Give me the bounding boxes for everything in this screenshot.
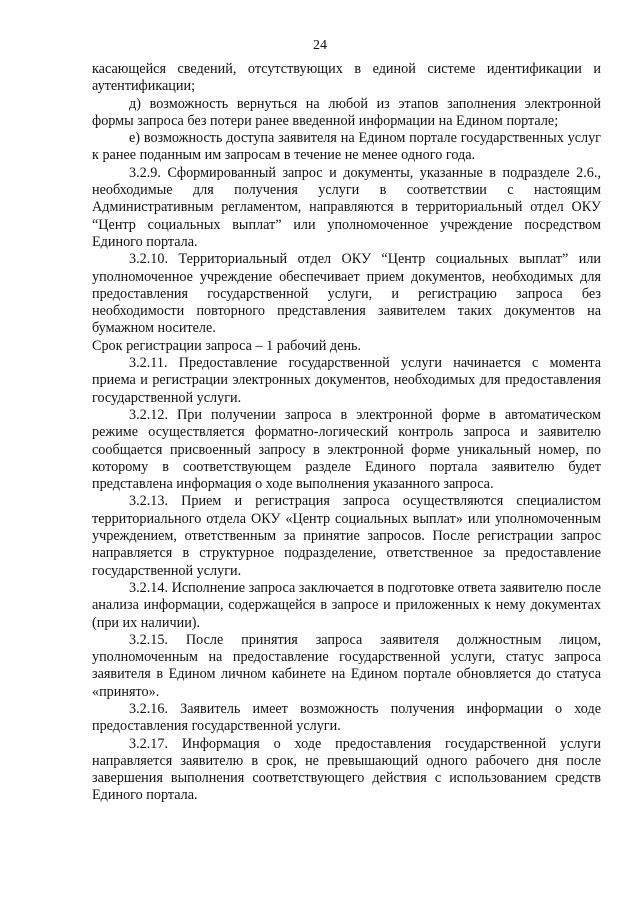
paragraph: 3.2.17. Информация о ходе предоставления государственной услуги направляется заявителю в срок, не превышающий одного рабочего дня после завершения выполнения соответствующего действия с использованием средств Единого портала. (92, 735, 601, 804)
paragraph: 3.2.9. Сформированный запрос и документы, указанные в подразделе 2.6., необходимые для получения услуги в соответствии с настоящим Административным регламентом, направляются в территориальный отдел ОКУ “Центр социальных выплат” или уполномоченное учреждение посредством Единого портала. (92, 164, 601, 250)
paragraph: 3.2.12. При получении запроса в электронной форме в автоматическом режиме осуществляется форматно-логический контроль запроса и заявителю сообщается присвоенный запросу в электронной форме уникальный номер, по которому в соответствующем разделе Единого портала заявителю будет представлена информация о ходе выполнения указанного запроса. (92, 406, 601, 493)
paragraph: Срок регистрации запроса – 1 рабочий день. (92, 337, 362, 354)
paragraph: касающейся сведений, отсутствующих в единой системе идентификации и аутентификации; (92, 61, 601, 95)
paragraph: 3.2.15. После принятия запроса заявителя должностным лицом, уполномоченным на предоставление государственной услуги, статус запроса заявителя в Едином личном кабинете на Едином портале обновляется до статуса «принято». (92, 631, 601, 700)
paragraph: д) возможность вернуться на любой из этапов заполнения электронной формы запроса без потери ранее введенной информации на Едином портале; (92, 95, 601, 129)
paragraph: е) возможность доступа заявителя на Едином портале государственных услуг к ранее поданным им запросам в течение не менее одного года. (92, 130, 601, 164)
document-body (92, 61, 601, 805)
paragraph: 3.2.11. Предоставление государственной услуги начинается с момента приема и регистрации электронных документов, необходимых для предоставления государственной услуги. (92, 355, 601, 406)
paragraph: 3.2.14. Исполнение запроса заключается в подготовке ответа заявителю после анализа информации, содержащейся в запросе и приложенных к нему документах (при их наличии). (92, 579, 601, 631)
paragraph: 3.2.16. Заявитель имеет возможность получения информации о ходе предоставления государственной услуги. (92, 700, 601, 735)
paragraph: 3.2.13. Прием и регистрация запроса осуществляются специалистом территориального отдела ОКУ «Центр социальных выплат» или уполномоченным учреждением, ответственным за принятие запросов. После регистрации запрос направляется в структурное подразделение, ответственное за предоставление государственной услуги. (92, 493, 601, 579)
paragraph: 3.2.10. Территориальный отдел ОКУ “Центр социальных выплат” или уполномоченное учреждение обеспечивает прием документов, необходимых для предоставления государственной услуги, и регистрацию запроса без необходимости повторного представления заявителем таких документов на бумажном носителе. (92, 251, 601, 337)
page-number: 24 (313, 38, 327, 53)
